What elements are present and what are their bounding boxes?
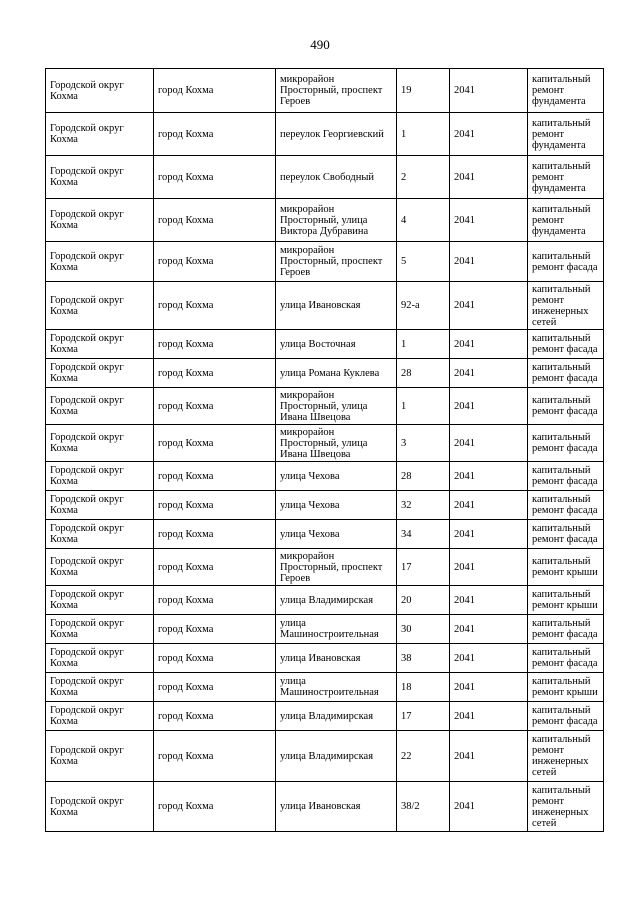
street-cell: улица Чехова [276,462,397,491]
city-cell: город Кохма [154,282,276,330]
year-cell: 2041 [450,586,528,615]
city-cell: город Кохма [154,242,276,282]
table-row [46,520,604,549]
district-cell: Городской округ Кохма [46,242,154,282]
table-row [46,731,604,782]
city-cell: город Кохма [154,69,276,113]
district-cell: Городской округ Кохма [46,113,154,156]
house-number-cell: 17 [397,549,450,586]
city-cell: город Кохма [154,673,276,702]
table-row [46,673,604,702]
work-type-cell: капитальный ремонт фасада [528,644,604,673]
table-row [46,330,604,359]
house-number-cell: 4 [397,199,450,242]
city-cell: город Кохма [154,113,276,156]
house-number-cell: 28 [397,462,450,491]
district-cell: Городской округ Кохма [46,491,154,520]
city-cell: город Кохма [154,586,276,615]
street-cell: улица Владимирская [276,702,397,731]
table-row [46,702,604,731]
district-cell: Городской округ Кохма [46,702,154,731]
year-cell: 2041 [450,359,528,388]
year-cell: 2041 [450,69,528,113]
city-cell: город Кохма [154,549,276,586]
city-cell: город Кохма [154,702,276,731]
house-number-cell: 20 [397,586,450,615]
house-number-cell: 38 [397,644,450,673]
district-cell: Городской округ Кохма [46,549,154,586]
house-number-cell: 3 [397,425,450,462]
district-cell: Городской округ Кохма [46,462,154,491]
work-type-cell: капитальный ремонт фасада [528,702,604,731]
house-number-cell: 1 [397,388,450,425]
district-cell: Городской округ Кохма [46,615,154,644]
year-cell: 2041 [450,113,528,156]
city-cell: город Кохма [154,520,276,549]
table-row [46,113,604,156]
city-cell: город Кохма [154,199,276,242]
year-cell: 2041 [450,462,528,491]
year-cell: 2041 [450,520,528,549]
house-number-cell: 34 [397,520,450,549]
year-cell: 2041 [450,388,528,425]
street-cell: улица Владимирская [276,731,397,782]
house-number-cell: 28 [397,359,450,388]
house-number-cell: 22 [397,731,450,782]
city-cell: город Кохма [154,491,276,520]
house-number-cell: 32 [397,491,450,520]
city-cell: город Кохма [154,388,276,425]
street-cell: улица Ивановская [276,282,397,330]
house-number-cell: 92-а [397,282,450,330]
year-cell: 2041 [450,782,528,832]
street-cell: микрорайон Просторный, улица Виктора Дубравина [276,199,397,242]
street-cell: микрорайон Просторный, проспект Героев [276,242,397,282]
year-cell: 2041 [450,702,528,731]
work-type-cell: капитальный ремонт крыши [528,549,604,586]
street-cell: улица Ивановская [276,644,397,673]
house-number-cell: 17 [397,702,450,731]
table-row [46,199,604,242]
district-cell: Городской округ Кохма [46,673,154,702]
street-cell: улица Чехова [276,520,397,549]
year-cell: 2041 [450,491,528,520]
city-cell: город Кохма [154,462,276,491]
work-type-cell: капитальный ремонт фундамента [528,199,604,242]
city-cell: город Кохма [154,359,276,388]
street-cell: улица Машиностроительная [276,673,397,702]
street-cell: переулок Георгиевский [276,113,397,156]
district-cell: Городской округ Кохма [46,282,154,330]
page-number: 490 [310,37,330,52]
table-row [46,69,604,113]
work-type-cell: капитальный ремонт фасада [528,330,604,359]
city-cell: город Кохма [154,615,276,644]
work-type-cell: капитальный ремонт фасада [528,359,604,388]
year-cell: 2041 [450,282,528,330]
table-row [46,491,604,520]
work-type-cell: капитальный ремонт фундамента [528,113,604,156]
house-number-cell: 19 [397,69,450,113]
year-cell: 2041 [450,330,528,359]
district-cell: Городской округ Кохма [46,199,154,242]
district-cell: Городской округ Кохма [46,644,154,673]
work-type-cell: капитальный ремонт фасада [528,425,604,462]
work-type-cell: капитальный ремонт фасада [528,462,604,491]
street-cell: улица Ивановская [276,782,397,832]
year-cell: 2041 [450,644,528,673]
house-number-cell: 1 [397,113,450,156]
district-cell: Городской округ Кохма [46,156,154,199]
street-cell: улица Чехова [276,491,397,520]
year-cell: 2041 [450,615,528,644]
table-row [46,156,604,199]
street-cell: улица Восточная [276,330,397,359]
table-row [46,549,604,586]
table-row [46,644,604,673]
house-number-cell: 38/2 [397,782,450,832]
table-row [46,462,604,491]
work-type-cell: капитальный ремонт фасада [528,388,604,425]
table-row [46,586,604,615]
district-cell: Городской округ Кохма [46,731,154,782]
work-type-cell: капитальный ремонт инженерных сетей [528,782,604,832]
house-number-cell: 1 [397,330,450,359]
city-cell: город Кохма [154,644,276,673]
table-row [46,615,604,644]
district-cell: Городской округ Кохма [46,330,154,359]
table-row [46,282,604,330]
year-cell: 2041 [450,549,528,586]
work-type-cell: капитальный ремонт фундамента [528,69,604,113]
city-cell: город Кохма [154,782,276,832]
work-type-cell: капитальный ремонт крыши [528,586,604,615]
city-cell: город Кохма [154,330,276,359]
street-cell: микрорайон Просторный, проспект Героев [276,549,397,586]
work-type-cell: капитальный ремонт фасада [528,242,604,282]
house-number-cell: 2 [397,156,450,199]
district-cell: Городской округ Кохма [46,69,154,113]
table-row [46,242,604,282]
street-cell: улица Владимирская [276,586,397,615]
year-cell: 2041 [450,731,528,782]
city-cell: город Кохма [154,156,276,199]
year-cell: 2041 [450,199,528,242]
street-cell: микрорайон Просторный, проспект Героев [276,69,397,113]
work-type-cell: капитальный ремонт фундамента [528,156,604,199]
house-number-cell: 5 [397,242,450,282]
district-cell: Городской округ Кохма [46,359,154,388]
street-cell: переулок Свободный [276,156,397,199]
street-cell: улица Романа Куклева [276,359,397,388]
table-row [46,388,604,425]
city-cell: город Кохма [154,731,276,782]
house-number-cell: 30 [397,615,450,644]
work-type-cell: капитальный ремонт инженерных сетей [528,731,604,782]
district-cell: Городской округ Кохма [46,782,154,832]
house-number-cell: 18 [397,673,450,702]
district-cell: Городской округ Кохма [46,388,154,425]
work-type-cell: капитальный ремонт фасада [528,520,604,549]
city-cell: город Кохма [154,425,276,462]
table-row [46,425,604,462]
work-type-cell: капитальный ремонт инженерных сетей [528,282,604,330]
table-row [46,359,604,388]
repair-schedule-table [45,68,604,832]
year-cell: 2041 [450,242,528,282]
street-cell: микрорайон Просторный, улица Ивана Швецова [276,388,397,425]
district-cell: Городской округ Кохма [46,520,154,549]
district-cell: Городской округ Кохма [46,586,154,615]
work-type-cell: капитальный ремонт крыши [528,673,604,702]
year-cell: 2041 [450,425,528,462]
district-cell: Городской округ Кохма [46,425,154,462]
work-type-cell: капитальный ремонт фасада [528,615,604,644]
year-cell: 2041 [450,673,528,702]
work-type-cell: капитальный ремонт фасада [528,491,604,520]
table-row [46,782,604,832]
year-cell: 2041 [450,156,528,199]
street-cell: микрорайон Просторный, улица Ивана Швецова [276,425,397,462]
street-cell: улица Машиностроительная [276,615,397,644]
